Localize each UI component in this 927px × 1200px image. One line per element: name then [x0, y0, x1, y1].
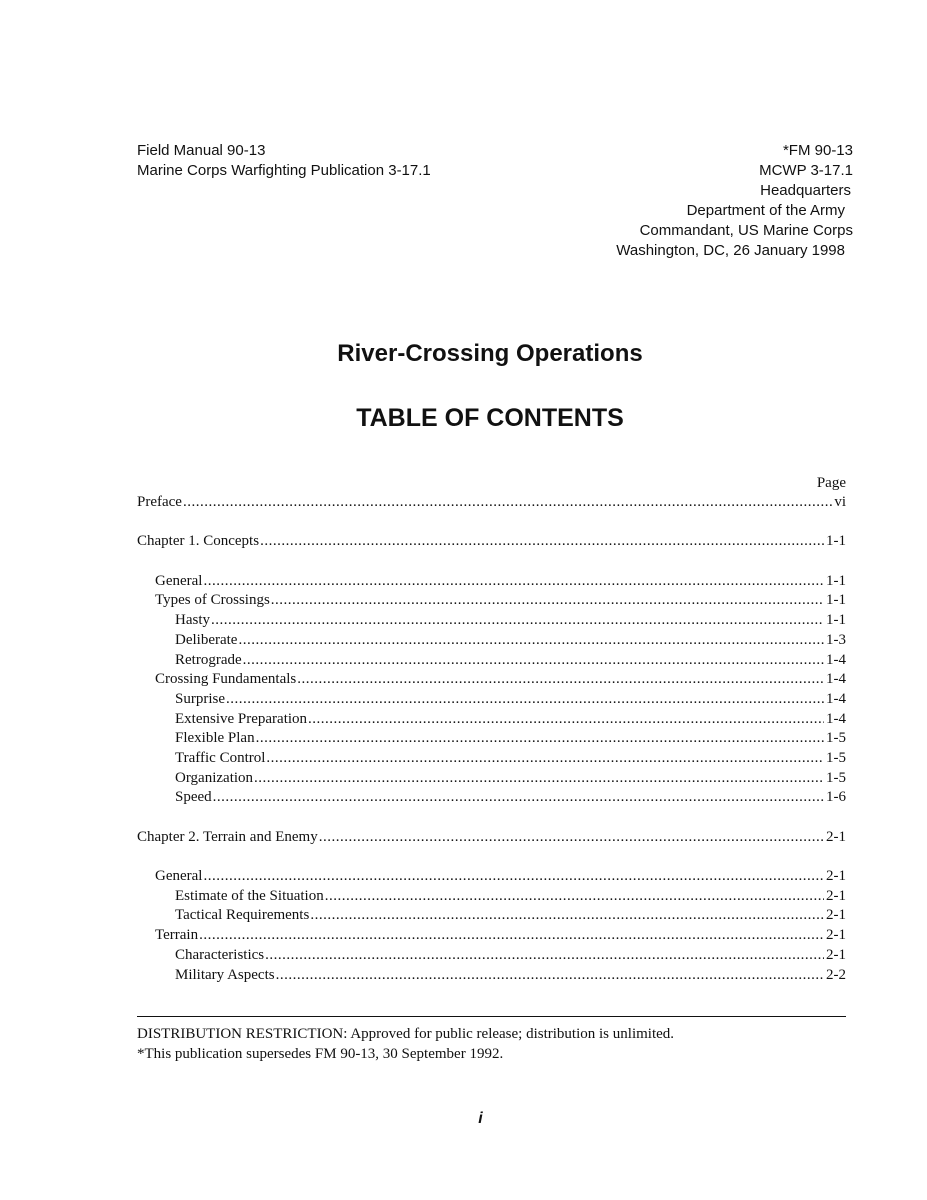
toc-entry-page: 1-1 — [826, 612, 846, 629]
publication-number: Marine Corps Warfighting Publication 3-17.1 — [137, 162, 431, 179]
toc-entry-page: 1-1 — [826, 533, 846, 550]
toc-leader-dots — [203, 867, 824, 887]
toc-entry-label: Speed — [175, 789, 212, 806]
mcwp-code: MCWP 3-17.1 — [759, 162, 853, 179]
toc-entry-page: 2-1 — [826, 868, 846, 885]
page-column-heading: Page — [816, 475, 846, 491]
toc-entry[interactable] — [137, 631, 846, 651]
toc-leader-dots — [260, 532, 824, 552]
toc-entry-page: 1-3 — [826, 631, 846, 648]
toc-entry-page: 2-1 — [826, 828, 846, 845]
manual-number: Field Manual 90-13 — [137, 142, 266, 159]
toc-entry-label: Terrain — [155, 927, 199, 944]
toc-entry[interactable] — [137, 729, 846, 749]
toc-entry-page: 1-4 — [826, 651, 846, 668]
toc-entry[interactable] — [137, 591, 846, 611]
toc-leader-dots — [310, 906, 824, 926]
toc-entry-label: Organization — [175, 769, 254, 786]
toc-leader-dots — [256, 729, 824, 749]
toc-entry-label: Flexible Plan — [175, 730, 255, 747]
toc-entry-page: 2-1 — [826, 927, 846, 944]
toc-spacer — [137, 847, 846, 867]
toc-entry-page: 1-6 — [826, 789, 846, 806]
toc-entry-label: Characteristics — [175, 946, 265, 963]
toc-entry[interactable] — [137, 611, 846, 631]
toc-leader-dots — [203, 572, 824, 592]
toc-leader-dots — [297, 670, 824, 690]
toc-entry[interactable] — [137, 906, 846, 926]
supersedes-note: *This publication supersedes FM 90-13, 30 September 1992. — [137, 1046, 504, 1062]
toc-entry[interactable] — [137, 572, 846, 592]
distribution-restriction: DISTRIBUTION RESTRICTION: Approved for public release; distribution is unlimited. — [137, 1026, 675, 1042]
table-of-contents — [137, 473, 846, 985]
toc-entry-page: 1-5 — [826, 730, 846, 747]
toc-entry-label: Chapter 1. Concepts — [137, 533, 260, 550]
toc-entry-label: Tactical Requirements — [175, 907, 310, 924]
toc-leader-dots — [226, 690, 824, 710]
toc-leader-dots — [243, 651, 824, 671]
department-line: Department of the Army — [686, 202, 845, 219]
toc-leader-dots — [308, 710, 824, 730]
toc-leader-dots — [254, 769, 824, 789]
header-right — [616, 141, 853, 261]
toc-entry-page: 1-1 — [826, 572, 846, 589]
toc-leader-dots — [238, 631, 824, 651]
toc-leader-dots — [266, 749, 824, 769]
toc-entry[interactable] — [137, 788, 846, 808]
toc-chapter-entry[interactable] — [137, 828, 846, 848]
toc-chapter-entry[interactable] — [137, 493, 846, 513]
toc-entry-label: Deliberate — [175, 631, 238, 648]
document-title: River-Crossing Operations — [337, 340, 643, 367]
toc-spacer — [137, 513, 846, 533]
toc-entry-page: 2-2 — [826, 966, 846, 983]
fm-code: *FM 90-13 — [782, 142, 853, 159]
toc-entry-label: Preface — [137, 494, 182, 510]
toc-entry[interactable] — [137, 966, 846, 986]
toc-entry-page: 2-1 — [826, 907, 846, 924]
toc-entry-label: Surprise — [175, 690, 225, 707]
toc-spacer — [137, 808, 846, 828]
toc-entry-page: 1-4 — [826, 690, 846, 707]
toc-leader-dots — [265, 946, 824, 966]
toc-leader-dots — [199, 926, 824, 946]
toc-entry-label: Estimate of the Situation — [175, 887, 324, 904]
toc-entry-page: 1-4 — [826, 710, 846, 727]
toc-entry[interactable] — [137, 749, 846, 769]
toc-entry-page: 1-5 — [826, 749, 846, 766]
header-left — [137, 141, 431, 181]
headquarters-line: Headquarters — [760, 182, 851, 199]
toc-entry[interactable] — [137, 946, 846, 966]
toc-entry-page: 2-1 — [826, 887, 846, 904]
toc-entry-label: General — [155, 868, 203, 885]
toc-entry-page: 1-4 — [826, 671, 846, 688]
toc-leader-dots — [183, 493, 832, 513]
toc-entry[interactable] — [137, 887, 846, 907]
toc-leader-dots — [211, 611, 824, 631]
toc-entry-label: Extensive Preparation — [175, 710, 308, 727]
footnote — [137, 1024, 674, 1064]
toc-entry-label: Military Aspects — [175, 966, 275, 983]
commandant-line: Commandant, US Marine Corps — [639, 222, 853, 239]
toc-entry-label: Types of Crossings — [155, 592, 270, 609]
toc-entries — [137, 493, 846, 985]
toc-entry-label: Retrograde — [175, 651, 242, 668]
toc-entry[interactable] — [137, 710, 846, 730]
toc-entry-label: Traffic Control — [175, 749, 266, 766]
toc-leader-dots — [213, 788, 824, 808]
toc-leader-dots — [319, 828, 824, 848]
footnote-divider — [137, 1016, 846, 1017]
toc-entry-label: Crossing Fundamentals — [155, 671, 297, 688]
toc-entry[interactable] — [137, 670, 846, 690]
toc-entry[interactable] — [137, 769, 846, 789]
toc-entry-label: General — [155, 572, 203, 589]
toc-entry[interactable] — [137, 926, 846, 946]
toc-leader-dots — [325, 887, 824, 907]
toc-spacer — [137, 552, 846, 572]
toc-entry-label: Hasty — [175, 612, 210, 629]
toc-entry-page: 1-5 — [826, 769, 846, 786]
toc-entry[interactable] — [137, 690, 846, 710]
toc-entry[interactable] — [137, 651, 846, 671]
toc-leader-dots — [276, 966, 824, 986]
toc-entry-page: vi — [834, 494, 846, 510]
toc-chapter-entry[interactable] — [137, 532, 846, 552]
page-number: i — [478, 1110, 483, 1127]
toc-entry[interactable] — [137, 867, 846, 887]
toc-heading: TABLE OF CONTENTS — [356, 404, 624, 432]
toc-entry-label: Chapter 2. Terrain and Enemy — [137, 828, 318, 845]
date-line: Washington, DC, 26 January 1998 — [616, 242, 845, 259]
toc-entry-page: 2-1 — [826, 946, 846, 963]
toc-leader-dots — [271, 591, 824, 611]
toc-entry-page: 1-1 — [826, 592, 846, 609]
